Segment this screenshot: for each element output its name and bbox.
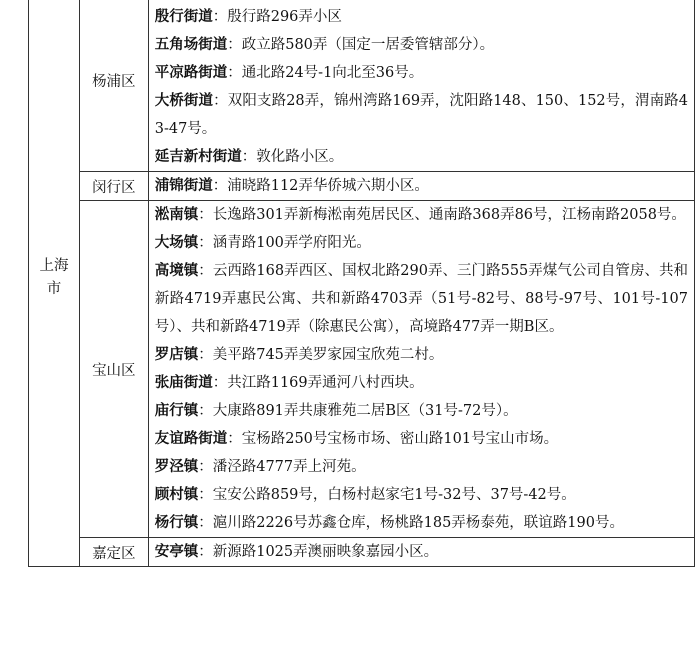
district-name: 闵行区	[92, 179, 136, 196]
list-item: 安亭镇：新源路1025弄澳丽映象嘉园小区。	[154, 544, 439, 560]
list-item: 高境镇：云西路168弄西区、国权北路290弄、三门路555弄煤气公司自管房、共和新路4719弄惠民公寓、共和新路4703弄（51号-82号、88号-97号、101号-107号）、共和新路4719弄（除惠民公寓），高境路477弄一期B区。	[154, 263, 689, 335]
district-cell	[79, 0, 148, 172]
list-item: 殷行街道：殷行路296弄小区	[154, 9, 342, 25]
entries-cell	[148, 538, 694, 567]
list-item: 罗店镇：美平路745弄美罗家园宝欣苑二村。	[154, 347, 444, 363]
list-item: 友谊路街道：宝杨路250号宝杨市场、密山路101号宝山市场。	[154, 431, 559, 447]
list-item: 五角场街道：政立路580弄（国定一居委管辖部分）。	[154, 37, 495, 53]
list-item: 平凉路街道：通北路24号-1向北至36号。	[154, 65, 424, 81]
city-cell	[29, 0, 80, 567]
list-item: 浦锦街道：浦晓路112弄华侨城六期小区。	[154, 178, 429, 194]
table-row	[29, 201, 695, 538]
table-row	[29, 538, 695, 567]
district-name: 宝山区	[92, 362, 136, 379]
entries-cell	[148, 172, 694, 201]
list-item: 淞南镇：长逸路301弄新梅淞南苑居民区、通南路368弄86号，江杨南路2058号。	[154, 207, 686, 223]
district-cell	[79, 172, 148, 201]
district-cell	[79, 538, 148, 567]
entries-cell	[148, 201, 694, 538]
city-name: 上海市	[39, 257, 69, 297]
district-name: 嘉定区	[92, 545, 136, 562]
list-item: 张庙街道：共江路1169弄通河八村西块。	[154, 375, 424, 391]
table-row	[29, 172, 695, 201]
list-item: 罗泾镇：潘泾路4777弄上河苑。	[154, 459, 366, 475]
list-item: 顾村镇：宝安公路859号，白杨村赵家宅1号-32号、37号-42号。	[154, 487, 576, 503]
clipped-entry	[155, 0, 688, 3]
address-table	[28, 0, 695, 567]
list-item: 庙行镇：大康路891弄共康雅苑二居B区（31号-72号）。	[154, 403, 518, 419]
district-cell	[79, 201, 148, 538]
list-item: 大桥街道：双阳支路28弄，锦州湾路169弄，沈阳路148、150、152号，渭南路43-47号。	[154, 93, 689, 137]
list-item: 大场镇：涵青路100弄学府阳光。	[154, 235, 371, 251]
entries-cell	[148, 0, 694, 172]
district-name: 杨浦区	[92, 73, 136, 90]
table-row	[29, 0, 695, 172]
list-item: 延吉新村街道：敦化路小区。	[154, 149, 344, 165]
list-item: 杨行镇：滬川路2226号苏鑫仓库，杨桃路185弄杨泰苑，联谊路190号。	[154, 515, 624, 531]
